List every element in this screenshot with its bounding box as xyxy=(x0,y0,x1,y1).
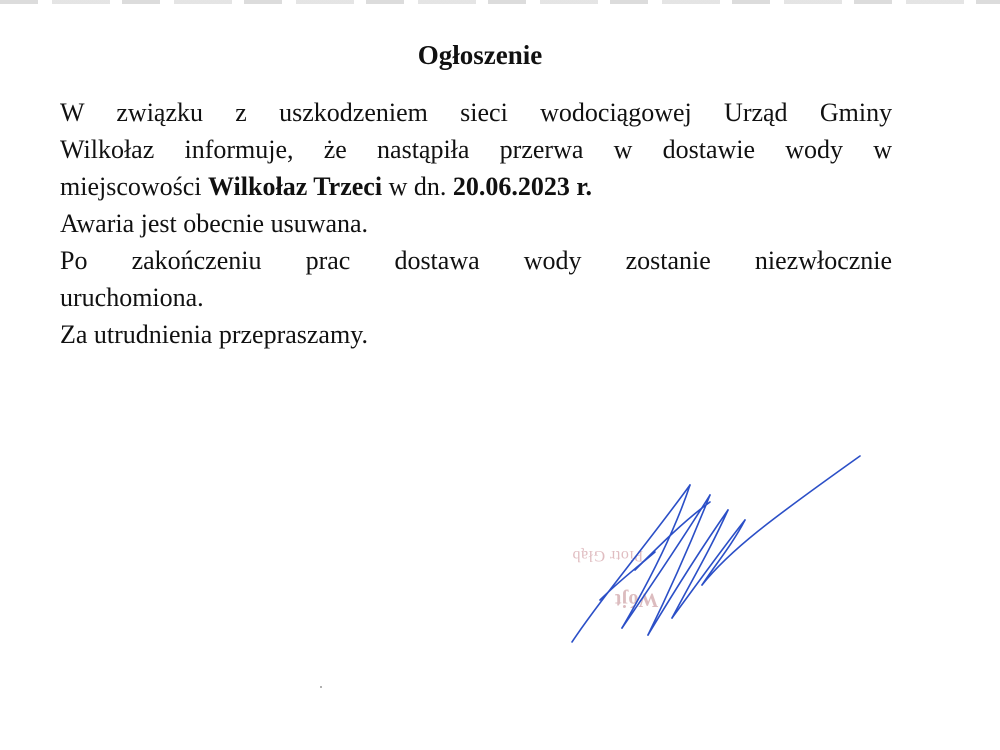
p1l1-word: wodociągowej xyxy=(540,98,692,127)
p3l1-word: zostanie xyxy=(625,246,711,275)
paragraph-repair-status: Awaria jest obecnie usuwana. xyxy=(60,209,369,238)
p3l1-word: dostawa xyxy=(394,246,480,275)
p1l2-word: że xyxy=(323,135,347,164)
p1l1-word: uszkodzeniem xyxy=(279,98,428,127)
p3l1-word: Po xyxy=(60,246,88,275)
handwritten-signature xyxy=(560,450,870,650)
scan-bleed-edge xyxy=(0,0,1000,4)
p1l1-word: sieci xyxy=(460,98,508,127)
p1l2-word: przerwa xyxy=(499,135,584,164)
p3l1-word: niezwłocznie xyxy=(754,246,893,275)
paragraph-apology: Za utrudnienia przepraszamy. xyxy=(60,320,369,349)
paragraph1-line3 xyxy=(60,168,892,205)
p1l1-word: Gminy xyxy=(819,98,893,127)
p3l1-word: prac xyxy=(305,246,351,275)
paragraph3-line1 xyxy=(60,242,892,279)
p3l1-word: wody xyxy=(523,246,582,275)
p1l1-word: z xyxy=(235,98,247,127)
line3-middle: w dn. xyxy=(382,172,453,201)
document-title: Ogłoszenie xyxy=(417,40,543,70)
p1l2-word: Wilkołaz xyxy=(60,135,155,164)
p1l2-word: informuje, xyxy=(184,135,294,164)
p1l2-word: w xyxy=(613,135,633,164)
p1l2-word: w xyxy=(873,135,893,164)
p1l1-word: związku xyxy=(116,98,203,127)
line3-prefix: miejscowości xyxy=(60,172,209,201)
document-body xyxy=(60,94,892,353)
scan-speck xyxy=(320,686,322,688)
place-name: Wilkołaz Trzeci xyxy=(208,172,383,201)
paragraph3-line2: uruchomiona. xyxy=(60,283,204,312)
stamp-title: Wójt xyxy=(615,589,659,611)
p1l2-word: wody xyxy=(785,135,844,164)
stamp-name: Piotr Głąb xyxy=(572,547,644,564)
p1l2-word: nastąpiła xyxy=(377,135,470,164)
paragraph1-line1 xyxy=(60,94,892,131)
p1l1-word: Urząd xyxy=(724,98,788,127)
p1l1-word: W xyxy=(60,98,85,127)
p3l1-word: zakończeniu xyxy=(131,246,262,275)
p1l2-word: dostawie xyxy=(662,135,756,164)
paragraph1-line2 xyxy=(60,131,892,168)
paragraph-restore xyxy=(60,242,892,316)
paragraph-announcement xyxy=(60,94,892,205)
outage-date: 20.06.2023 r. xyxy=(452,172,592,201)
